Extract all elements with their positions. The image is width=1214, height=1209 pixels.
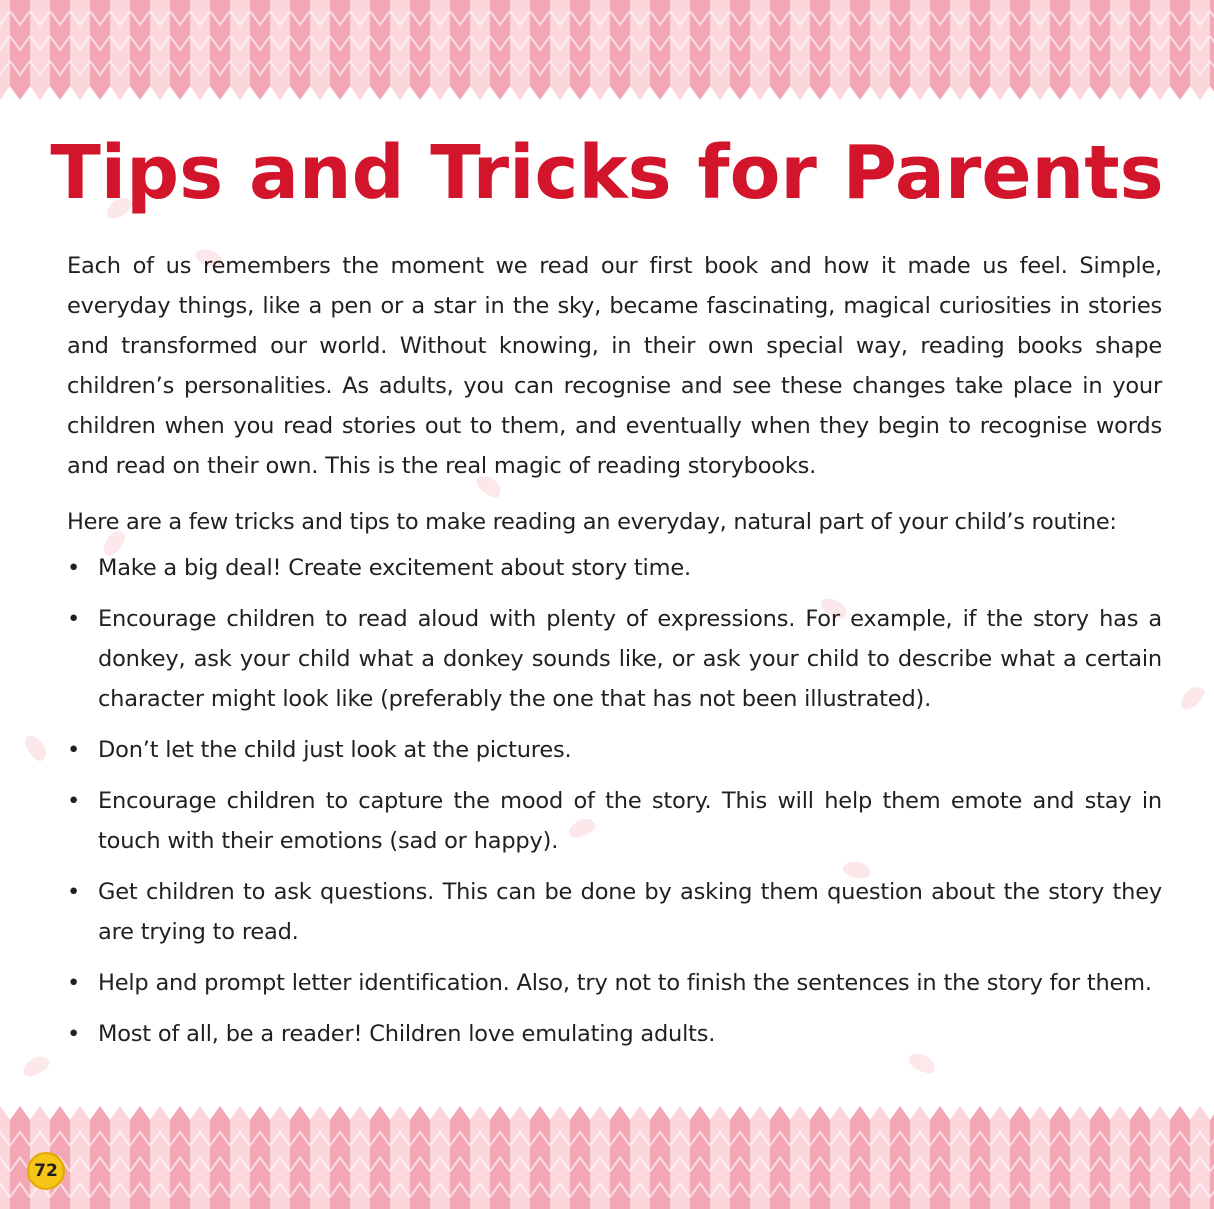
- list-item: [67, 781, 1162, 861]
- list-item: [67, 963, 1162, 1003]
- tip-text: Most of all, be a reader! Children love emulating adults.: [98, 1021, 716, 1047]
- list-item: [67, 599, 1162, 719]
- tip-text: Make a big deal! Create excitement about story time.: [98, 555, 691, 581]
- page-number-badge: 72: [27, 1152, 65, 1190]
- list-item: [67, 872, 1162, 952]
- tip-text: Help and prompt letter identification. Also, try not to finish the sentences in the story for them.: [98, 970, 1152, 996]
- petal-decoration: [20, 1053, 52, 1079]
- petal-decoration: [22, 732, 50, 764]
- tip-text: Don’t let the child just look at the pictures.: [98, 737, 572, 763]
- page-title: Tips and Tricks for Parents: [50, 130, 1164, 216]
- bullet-icon: •: [67, 606, 81, 632]
- list-item: [67, 548, 1162, 588]
- bottom-decorative-border: [0, 1106, 1214, 1209]
- bullet-icon: •: [67, 1021, 81, 1047]
- list-item: [67, 1014, 1162, 1054]
- top-decorative-border: [0, 0, 1214, 100]
- tip-text: Get children to ask questions. This can be done by asking them question about the story they are trying to read.: [98, 879, 1162, 945]
- bullet-icon: •: [67, 970, 81, 996]
- tip-text: Encourage children to read aloud with plenty of expressions. For example, if the story has a donkey, ask your child what a donkey sounds like, or ask your child to describe what a certain character might look like (preferably the one that has not been illustrated).: [98, 606, 1162, 712]
- bullet-icon: •: [67, 879, 81, 905]
- bullet-icon: •: [67, 788, 81, 814]
- intro-paragraph: Each of us remembers the moment we read our first book and how it made us feel. Simple, everyday things, like a pen or a star in the sky, became fascinating, magical curiosities in stories and transformed our world. Without knowing, in their own special way, reading books shape children’s personalities. As adults, you can recognise and see these changes take place in your children when you read stories out to them, and eventually when they begin to recognise words and read on their own. This is the real magic of reading storybooks.: [67, 253, 1162, 479]
- bullet-icon: •: [67, 737, 81, 763]
- page-content: [67, 246, 1162, 1065]
- border-stripe: [0, 0, 10, 100]
- tips-list: [67, 548, 1162, 1054]
- tip-text: Encourage children to capture the mood of the story. This will help them emote and stay in touch with their emotions (sad or happy).: [98, 788, 1162, 854]
- tips-lead-text: Here are a few tricks and tips to make reading an everyday, natural part of your child’s routine:: [67, 509, 1117, 535]
- list-item: [67, 730, 1162, 770]
- petal-decoration: [1176, 683, 1208, 713]
- bullet-icon: •: [67, 555, 81, 581]
